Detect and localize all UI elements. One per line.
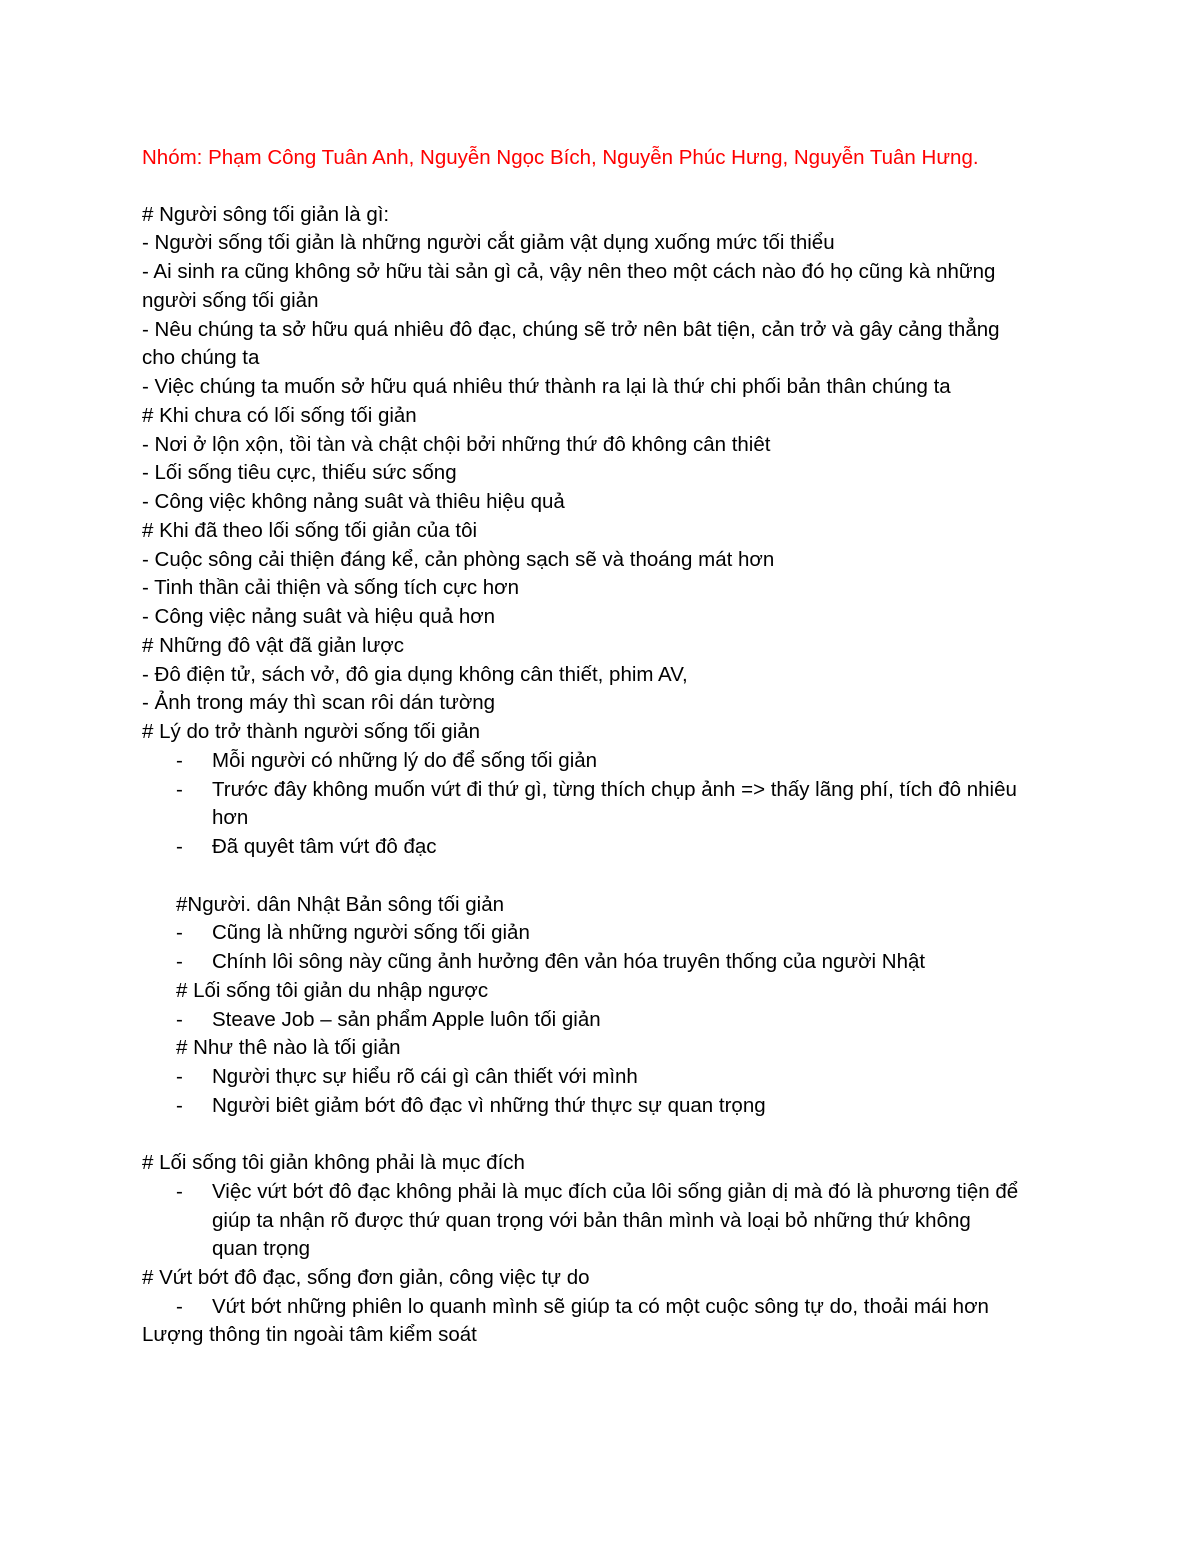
heading-reasons: # Lý do trở thành người sống tối giản <box>142 720 481 743</box>
list-dash: - <box>176 1065 183 1088</box>
heading-what-is-minimalist: # Người sông tối giản là gì: <box>142 203 390 226</box>
list-item-continuation: giúp ta nhận rõ được thứ quan trọng với bản thân mình và loại bỏ những thứ không <box>212 1209 971 1232</box>
list-item: Mỗi người có những lý do để sống tối giản <box>212 749 598 772</box>
list-dash: - <box>176 835 183 858</box>
text-line: - Nơi ở lộn xộn, tồi tàn và chật chội bởi những thứ đô không cân thiêt <box>142 433 771 456</box>
heading-before-minimalism: # Khi chưa có lối sống tối giản <box>142 404 417 427</box>
list-item: Việc vứt bớt đô đạc không phải là mục đích của lôi sống giản dị mà đó là phương tiện để <box>212 1180 1019 1203</box>
list-dash: - <box>176 1295 183 1318</box>
heading-reduced-items: # Những đô vật đã giản lược <box>142 634 404 657</box>
list-item: Đã quyêt tâm vứt đô đạc <box>212 835 437 858</box>
document-title: Nhóm: Phạm Công Tuân Anh, Nguyễn Ngọc Bích, Nguyễn Phúc Hưng, Nguyễn Tuân Hưng. <box>142 146 979 169</box>
text-line: - Lối sống tiêu cực, thiếu sức sống <box>142 461 457 484</box>
text-line: - Đô điện tử, sách vở, đô gia dụng không cân thiết, phim AV, <box>142 663 688 686</box>
list-item: Người biêt giảm bớt đô đạc vì những thứ thực sự quan trọng <box>212 1094 766 1117</box>
list-dash: - <box>176 1094 183 1117</box>
text-line: người sống tối giản <box>142 289 319 312</box>
list-dash: - <box>176 1180 183 1203</box>
text-line: - Ảnh trong máy thì scan rôi dán tường <box>142 691 496 714</box>
heading-throw-away: # Vứt bớt đô đạc, sống đơn giản, công việc tự do <box>142 1266 590 1289</box>
heading-after-minimalism: # Khi đã theo lối sống tối giản của tôi <box>142 519 478 542</box>
list-item: Cũng là những người sống tối giản <box>212 921 530 944</box>
text-line: - Công việc nảng suât và hiệu quả hơn <box>142 605 496 628</box>
list-dash: - <box>176 921 183 944</box>
heading-reverse-import: # Lối sống tôi giản du nhập ngược <box>176 979 489 1002</box>
list-item-continuation: hơn <box>212 806 249 829</box>
text-line-last: Lượng thông tin ngoài tâm kiểm soát <box>142 1323 477 1346</box>
list-item: Steave Job – sản phẩm Apple luôn tối giản <box>212 1008 601 1031</box>
list-item: Chính lôi sông này cũng ảnh hưởng đên vản hóa truyên thống của người Nhật <box>212 950 926 973</box>
text-line: - Việc chúng ta muốn sở hữu quá nhiêu thứ thành ra lại là thứ chi phối bản thân chúng ta <box>142 375 951 398</box>
text-line: cho chúng ta <box>142 346 260 369</box>
list-item: Vứt bớt những phiên lo quanh mình sẽ giúp ta có một cuộc sông tự do, thoải mái hơn <box>212 1295 989 1318</box>
list-item: Người thực sự hiểu rõ cái gì cân thiết với mình <box>212 1065 638 1088</box>
list-dash: - <box>176 749 183 772</box>
heading-what-is-minimal: # Như thê nào là tối giản <box>176 1036 401 1059</box>
text-line: - Cuộc sông cải thiện đáng kể, cản phòng sạch sẽ và thoáng mát hơn <box>142 548 775 571</box>
text-line: - Nêu chúng ta sở hữu quá nhiêu đô đạc, chúng sẽ trở nên bât tiện, cản trở và gây cảng thẳng <box>142 318 1000 341</box>
list-dash: - <box>176 778 183 801</box>
list-item: Trước đây không muốn vứt đi thứ gì, từng thích chụp ảnh => thấy lãng phí, tích đô nhiêu <box>212 778 1017 801</box>
list-item-continuation: quan trọng <box>212 1237 311 1260</box>
heading-not-a-goal: # Lối sống tôi giản không phải là mục đích <box>142 1151 525 1174</box>
text-line: - Tinh thần cải thiện và sống tích cực hơn <box>142 576 520 599</box>
list-dash: - <box>176 1008 183 1031</box>
text-line: - Công việc không nảng suât và thiêu hiệu quả <box>142 490 565 513</box>
text-line: - Ai sinh ra cũng không sở hữu tài sản gì cả, vậy nên theo một cách nào đó họ cũng kà những <box>142 260 996 283</box>
heading-japanese-minimalism: #Người. dân Nhật Bản sông tối giản <box>176 893 505 916</box>
list-dash: - <box>176 950 183 973</box>
text-line: - Người sống tối giản là những người cắt giảm vật dụng xuống mức tối thiểu <box>142 231 835 254</box>
